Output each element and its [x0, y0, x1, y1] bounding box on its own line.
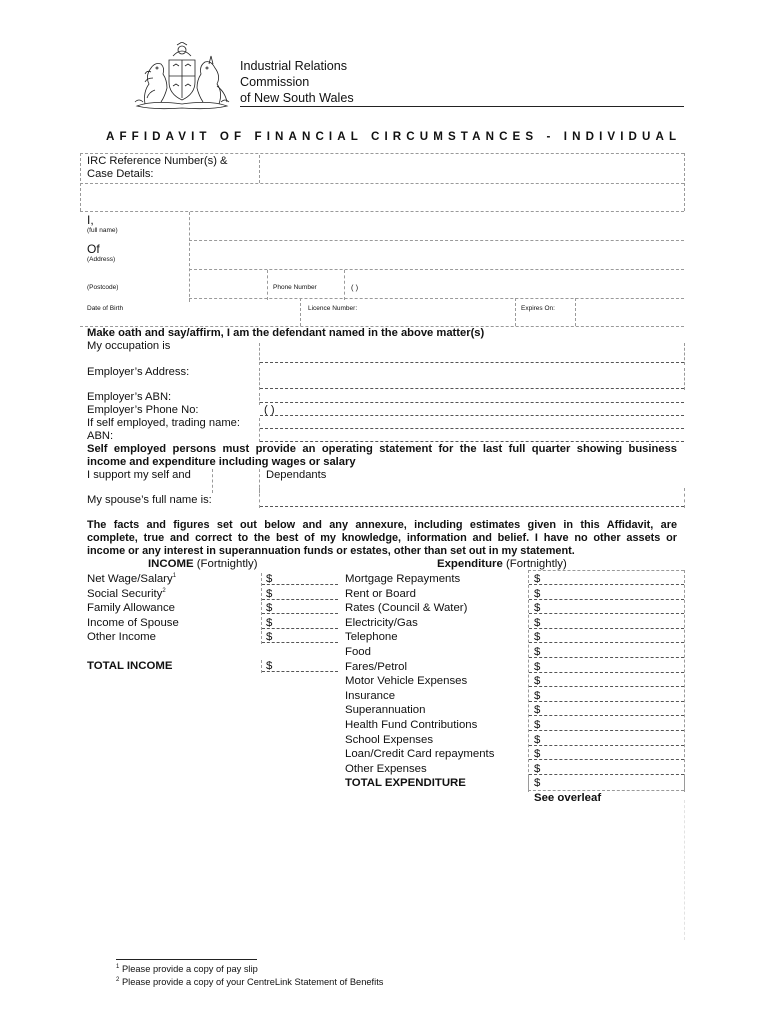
- see-overleaf: See overleaf: [534, 792, 602, 804]
- expenditure-amount-field[interactable]: [529, 573, 684, 585]
- employer-abn-label: Employer’s ABN:: [87, 391, 172, 403]
- footnote-2: $^2$ Please provide a copy of your CentreLink Statement of Benefits: [116, 976, 384, 987]
- table-border: [515, 298, 516, 326]
- declaration-line: complete, true and correct to the best of my knowledge, information and belief. I have no other assets or: [87, 532, 677, 544]
- expenditure-amount-field[interactable]: [529, 602, 684, 614]
- currency-symbol: $: [534, 777, 541, 789]
- expenditure-amount-field[interactable]: [529, 734, 684, 746]
- occupation-field[interactable]: [260, 351, 684, 363]
- expenditure-amount-field[interactable]: [529, 588, 684, 600]
- footnote-marker: 1: [172, 573, 177, 580]
- income-item-label: Social Security$^2$: [87, 587, 166, 600]
- field-border: [684, 343, 685, 365]
- dependants-label: Dependants: [266, 469, 327, 481]
- phone-area-code: ( ): [351, 283, 359, 292]
- table-border: [80, 153, 81, 211]
- table-border: [300, 298, 301, 326]
- income-item-label: Other Income: [87, 631, 157, 644]
- footnote-marker: 2: [162, 587, 166, 594]
- currency-symbol: $: [534, 646, 541, 658]
- header-rule: [240, 106, 684, 107]
- declaration-line: The facts and figures set out below and any annexure, including estimates given in this Affidavit, are: [87, 519, 677, 531]
- case-details-field[interactable]: [84, 186, 682, 208]
- phone-hint: Phone Number: [273, 284, 317, 291]
- expenditure-item-label: Other Expenses: [345, 762, 427, 775]
- licence-field[interactable]: [362, 301, 512, 323]
- currency-symbol: $: [534, 762, 541, 775]
- self-employed-note: Self employed persons must provide an operating statement for the last full quarter showing business: [87, 443, 677, 455]
- table-border: [344, 270, 345, 300]
- total-income-field[interactable]: [262, 660, 338, 672]
- currency-symbol: $: [266, 587, 273, 600]
- employer-phone-label: Employer’s Phone No:: [87, 404, 199, 416]
- currency-symbol: $: [266, 660, 273, 672]
- expenditure-amount-field[interactable]: [529, 661, 684, 673]
- table-border: [684, 153, 685, 211]
- address-field[interactable]: [192, 243, 682, 267]
- table-border: [80, 211, 684, 212]
- table-border: [80, 183, 684, 184]
- self-employed-note: income and expenditure including wages or salary: [87, 456, 356, 468]
- currency-symbol: $: [534, 719, 541, 731]
- currency-symbol: $: [534, 631, 541, 644]
- postcode-hint: (Postcode): [87, 284, 119, 291]
- currency-symbol: $: [266, 631, 273, 644]
- income-heading: INCOME (Fortnightly): [148, 558, 258, 570]
- expenditure-heading: Expenditure (Fortnightly): [437, 558, 567, 570]
- expenditure-amount-field[interactable]: [529, 763, 684, 775]
- expenditure-item-label: Fares/Petrol: [345, 660, 408, 673]
- full-name-hint: (full name): [87, 227, 118, 234]
- postcode-field[interactable]: [192, 272, 264, 294]
- currency-symbol: $: [266, 602, 273, 615]
- income-amount-field[interactable]: [262, 588, 338, 600]
- expenditure-amount-field[interactable]: [529, 690, 684, 702]
- field-border: [528, 776, 529, 790]
- phone-field[interactable]: [378, 272, 682, 294]
- expenditure-amount-field[interactable]: [529, 719, 684, 731]
- income-amount-field[interactable]: [262, 602, 338, 614]
- expenditure-item-label: Superannuation: [345, 704, 426, 717]
- currency-symbol: $: [266, 573, 273, 585]
- of-label: Of: [87, 242, 100, 256]
- dob-hint: Date of Birth: [87, 305, 124, 312]
- expenditure-item-label: Motor Vehicle Expenses: [345, 675, 468, 688]
- expenditure-item-label: School Expenses: [345, 733, 434, 746]
- expenditure-item-label: Rent or Board: [345, 587, 416, 600]
- currency-symbol: $: [534, 587, 541, 600]
- occupation-label: My occupation is: [87, 340, 171, 352]
- expenditure-amount-field[interactable]: [529, 617, 684, 629]
- income-item-label: Family Allowance: [87, 602, 175, 615]
- currency-symbol: $: [534, 675, 541, 688]
- expires-hint: Expires On:: [521, 305, 555, 312]
- nsw-coat-of-arms-icon: [133, 42, 231, 110]
- page-margin-rule: [684, 800, 685, 940]
- currency-symbol: $: [534, 733, 541, 746]
- field-border: [684, 776, 685, 790]
- org-name-line3: of New South Wales: [240, 91, 354, 105]
- oath-statement: Make oath and say/affirm, I am the defendant named in the above matter(s): [87, 327, 485, 339]
- trading-name-field[interactable]: [260, 417, 684, 429]
- expenditure-item-label: Rates (Council & Water): [345, 602, 468, 615]
- expenditure-item-label: Electricity/Gas: [345, 616, 418, 629]
- table-border: [189, 269, 684, 270]
- income-amount-field[interactable]: [262, 573, 338, 585]
- org-name-line2: Commission: [240, 75, 310, 89]
- dob-field[interactable]: [192, 301, 296, 323]
- trading-name-label: If self employed, trading name:: [87, 417, 240, 429]
- table-border: [80, 153, 684, 154]
- address-hint: (Address): [87, 256, 116, 263]
- expenditure-item-label: Health Fund Contributions: [345, 719, 478, 731]
- expenditure-item-label: Telephone: [345, 631, 398, 644]
- currency-symbol: $: [534, 689, 541, 702]
- document-title: AFFIDAVIT OF FINANCIAL CIRCUMSTANCES - INDIVIDUAL: [106, 130, 682, 143]
- spouse-label: My spouse’s full name is:: [87, 494, 212, 506]
- field-border: [212, 469, 213, 493]
- support-label: I support my self and: [87, 469, 191, 481]
- employer-address-field[interactable]: [260, 377, 684, 389]
- currency-symbol: $: [534, 616, 541, 629]
- table-border: [189, 212, 190, 302]
- employer-phone-area: ( ): [264, 404, 275, 416]
- table-border: [259, 155, 260, 183]
- currency-symbol: $: [266, 616, 273, 629]
- org-name-line1: Industrial Relations: [240, 59, 348, 73]
- spouse-name-field[interactable]: [260, 495, 684, 507]
- currency-symbol: $: [534, 704, 541, 717]
- currency-symbol: $: [534, 660, 541, 673]
- income-amount-field[interactable]: [262, 617, 338, 629]
- expires-field[interactable]: [578, 301, 682, 323]
- income-item-label: Income of Spouse: [87, 616, 179, 629]
- abn-label: ABN:: [87, 430, 114, 442]
- table-border: [267, 270, 268, 300]
- expenditure-item-label: Mortgage Repayments: [345, 573, 461, 585]
- full-name-field[interactable]: [192, 214, 682, 238]
- total-expenditure-label: TOTAL EXPENDITURE: [345, 777, 466, 789]
- table-border: [189, 240, 684, 241]
- expenditure-amount-field[interactable]: [529, 631, 684, 643]
- field-border: [684, 368, 685, 390]
- declaration-line: income or any interest in superannuation funds or estates, other than set out in my statement.: [87, 545, 575, 557]
- expenditure-amount-field[interactable]: [529, 675, 684, 687]
- expenditure-amount-field[interactable]: [529, 646, 684, 658]
- irc-ref-label: IRC Reference Number(s) &: [87, 155, 228, 167]
- expenditure-item-label: Insurance: [345, 689, 396, 702]
- income-amount-field[interactable]: [262, 631, 338, 643]
- field-border: [684, 570, 685, 792]
- currency-symbol: $: [534, 573, 541, 585]
- field-border: [528, 570, 684, 571]
- expenditure-amount-field[interactable]: [529, 704, 684, 716]
- irc-reference-field[interactable]: [262, 156, 682, 181]
- irc-ref-label: Case Details:: [87, 168, 154, 180]
- income-item-label: Net Wage/Salary$^1$: [87, 573, 177, 585]
- field-border: [684, 488, 685, 508]
- expenditure-item-label: Food: [345, 646, 371, 658]
- footnote-rule: [116, 959, 257, 960]
- abn-field[interactable]: [260, 430, 684, 442]
- expenditure-amount-field[interactable]: [529, 748, 684, 760]
- currency-symbol: $: [534, 748, 541, 761]
- employer-phone-field[interactable]: [260, 404, 684, 416]
- expenditure-item-label: Loan/Credit Card repayments: [345, 748, 495, 761]
- total-income-label: TOTAL INCOME: [87, 660, 173, 672]
- licence-hint: Licence Number:: [308, 305, 358, 312]
- i-label: I,: [87, 213, 94, 227]
- employer-address-label: Employer’s Address:: [87, 366, 190, 378]
- currency-symbol: $: [534, 602, 541, 615]
- table-border: [189, 298, 684, 299]
- dependants-count-field[interactable]: [214, 470, 257, 484]
- table-border: [575, 298, 576, 326]
- footnote-1: $^1$ Please provide a copy of pay slip: [116, 963, 258, 974]
- employer-abn-field[interactable]: [260, 391, 684, 403]
